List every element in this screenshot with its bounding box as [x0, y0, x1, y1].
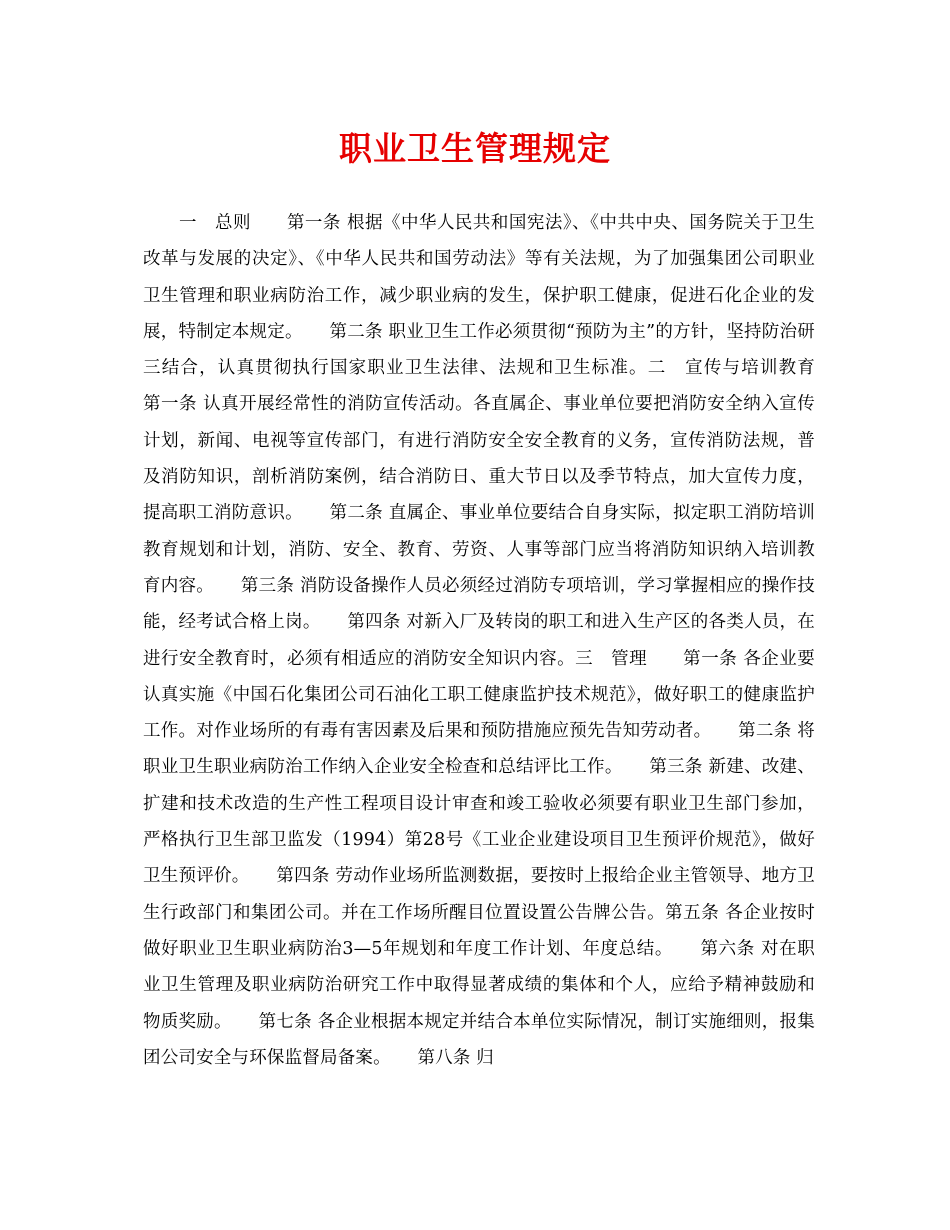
body-paragraph: 一 总则 第一条 根据《中华人民共和国宪法》、《中共中央、国务院关于卫生改革与发展的决定》、《中华人民共和国劳动法》等有关法规，为了加强集团公司职业卫生管理和职业病防治工作，减少职业病的发生，保护职工健康，促进石化企业的发展，特制定本规定。 第二条 职业卫生工作必须贯彻“预防为主”的方针，坚持防治研三结合，认真贯彻执行国家职业卫生法律、法规和卫生标准。二 宣传与培训教育 第一条 认真开展经常性的消防宣传活动。各直属企、事业单位要把消防安全纳入宣传计划，新闻、电视等宣传部门，有进行消防安全安全教育的义务，宣传消防法规，普及消防知识，剖析消防案例，结合消防日、重大节日以及季节特点，加大宣传力度，提高职工消防意识。 第二条 直属企、事业单位要结合自身实际，拟定职工消防培训教育规划和计划，消防、安全、教育、劳资、人事等部门应当将消防知识纳入培训教育内容。 第三条 消防设备操作人员必须经过消防专项培训，学习掌握相应的操作技能，经考试合格上岗。 第四条 对新入厂及转岗的职工和进入生产区的各类人员，在进行安全教育时，必须有相适应的消防安全知识内容。三 管理 第一条 各企业要认真实施《中国石化集团公司石油化工职工健康监护技术规范》，做好职工的健康监护工作。对作业场所的有毒有害因素及后果和预防措施应预先告知劳动者。 第二条 将职业卫生职业病防治工作纳入企业安全检查和总结评比工作。 第三条 新建、改建、扩建和技术改造的生产性工程项目设计审查和竣工验收必须要有职业卫生部门参加，严格执行卫生部卫监发（1994）第28号《工业企业建设项目卫生预评价规范》，做好卫生预评价。 第四条 劳动作业场所监测数据，要按时上报给企业主管领导、地方卫生行政部门和集团公司。并在工作场所醒目位置设置公告牌公告。第五条 各企业按时做好职业卫生职业病防治3—5年规划和年度工作计划、年度总结。 第六条 对在职业卫生管理及职业病防治研究工作中取得显著成绩的集体和个人，应给予精神鼓励和物质奖励。 第七条 各企业根据本规定并结合本单位实际情况，制订实施细则，报集团公司安全与环保监督局备案。 第八条 归: [143, 213, 851, 1068]
document-title: 职业卫生管理规定: [339, 129, 611, 168]
document-body: [143, 205, 851, 1076]
